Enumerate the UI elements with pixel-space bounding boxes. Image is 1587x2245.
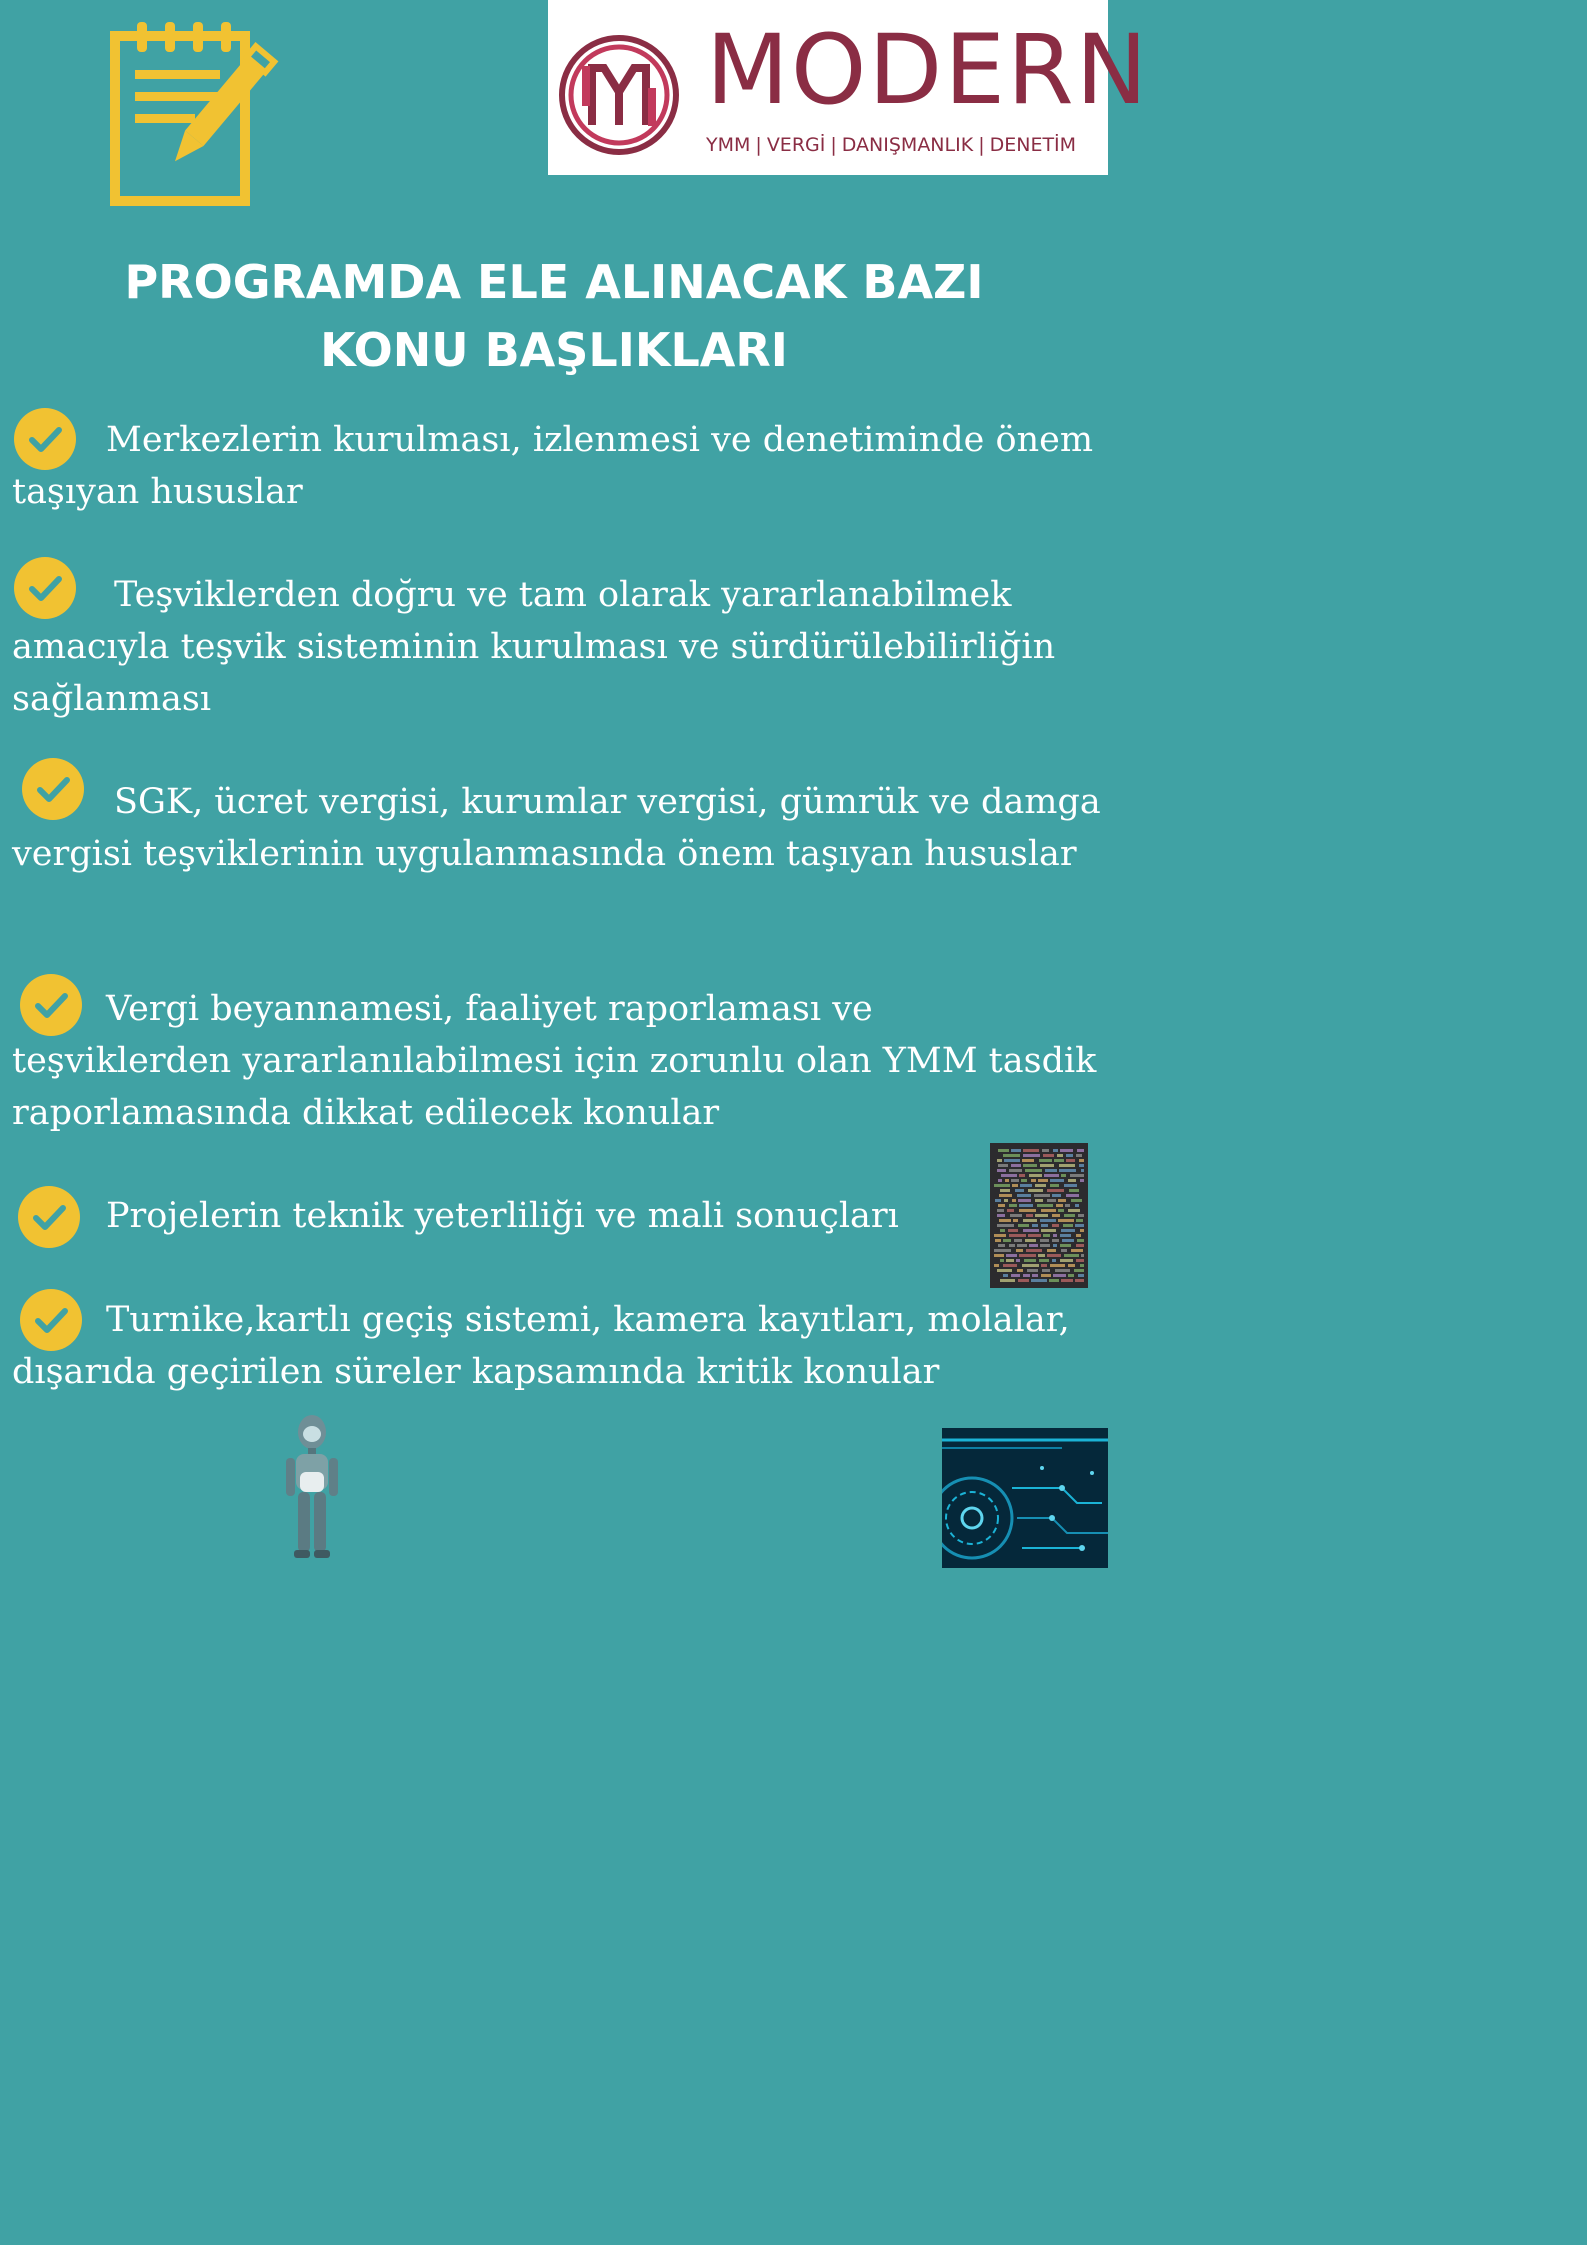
code-line-segment	[1068, 1264, 1075, 1267]
title-line-2: KONU BAŞLIKLARI	[320, 323, 788, 377]
code-line-segment	[1037, 1204, 1053, 1207]
list-item	[12, 1190, 1102, 1242]
code-line-segment	[1025, 1239, 1036, 1242]
code-line-segment	[1012, 1184, 1018, 1187]
code-line-segment	[1039, 1259, 1049, 1262]
code-line-segment	[1061, 1279, 1073, 1282]
code-line-segment	[1061, 1174, 1066, 1177]
code-line-segment	[994, 1184, 1010, 1187]
code-line-segment	[1040, 1164, 1054, 1167]
code-line-segment	[1015, 1189, 1024, 1192]
code-line-segment	[1052, 1239, 1059, 1242]
code-line-segment	[1060, 1234, 1071, 1237]
code-line-segment	[997, 1169, 1006, 1172]
code-line-segment	[1017, 1269, 1023, 1272]
code-line-segment	[1058, 1219, 1074, 1222]
code-line-segment	[1027, 1269, 1038, 1272]
title-line-1: PROGRAMDA ELE ALINACAK BAZI	[124, 255, 984, 309]
code-line-segment	[1019, 1204, 1033, 1207]
code-line-segment	[1071, 1249, 1083, 1252]
code-line-segment	[1021, 1179, 1027, 1182]
code-line-segment	[1022, 1159, 1034, 1162]
code-line-segment	[1071, 1199, 1082, 1202]
code-line-segment	[1052, 1214, 1060, 1217]
code-line-segment	[1023, 1219, 1037, 1222]
code-line-segment	[1050, 1184, 1059, 1187]
list-item	[12, 776, 1102, 880]
code-line-segment	[1068, 1179, 1076, 1182]
code-line-segment	[1076, 1244, 1084, 1247]
code-line-segment	[1009, 1244, 1015, 1247]
code-line-segment	[1024, 1259, 1036, 1262]
brand-tagline: YMM | VERGİ | DANIŞMANLIK | DENETİM	[706, 134, 1077, 156]
code-line-segment	[1068, 1209, 1080, 1212]
code-line-segment	[1068, 1274, 1074, 1277]
code-line-segment	[1045, 1169, 1057, 1172]
list-item	[12, 1294, 1102, 1398]
code-line-segment	[1019, 1174, 1025, 1177]
code-line-segment	[995, 1199, 1001, 1202]
code-line-segment	[1023, 1229, 1039, 1232]
code-line-segment	[1047, 1189, 1064, 1192]
list-item-text: Vergi beyannamesi, faaliyet raporlaması ve teşviklerden yararlanılabilmesi için zorunlu olan YMM tasdik raporlamasında dikkat edilecek konular	[12, 989, 1097, 1133]
code-line-segment	[1003, 1264, 1017, 1267]
code-line-segment	[1041, 1224, 1048, 1227]
code-line-segment	[1026, 1214, 1033, 1217]
code-line-segment	[1059, 1169, 1076, 1172]
code-line-segment	[999, 1219, 1011, 1222]
list-item	[12, 414, 1102, 518]
code-line-segment	[998, 1164, 1008, 1167]
code-line-segment	[1041, 1264, 1047, 1267]
code-line-segment	[1023, 1154, 1040, 1157]
code-line-segment	[1052, 1259, 1056, 1262]
code-line-segment	[1038, 1179, 1048, 1182]
code-line-segment	[997, 1159, 1002, 1162]
list-item	[12, 983, 1102, 1139]
code-line-segment	[1041, 1274, 1051, 1277]
code-line-segment	[1058, 1209, 1064, 1212]
code-line-segment	[1040, 1239, 1049, 1242]
code-line-segment	[1017, 1194, 1031, 1197]
code-line-segment	[1042, 1149, 1049, 1152]
code-line-segment	[1061, 1249, 1067, 1252]
code-line-segment	[1000, 1189, 1010, 1192]
code-line-segment	[1029, 1174, 1042, 1177]
tagline-denetim: DENETİM	[989, 134, 1077, 156]
code-line-segment	[1016, 1259, 1020, 1262]
code-line-segment	[1026, 1249, 1042, 1252]
code-line-segment	[1019, 1254, 1036, 1257]
code-line-segment	[1050, 1179, 1064, 1182]
code-line-segment	[1011, 1179, 1019, 1182]
code-line-segment	[1043, 1154, 1054, 1157]
code-line-segment	[1008, 1229, 1018, 1232]
code-line-segment	[1077, 1149, 1084, 1152]
code-line-segment	[1066, 1194, 1079, 1197]
code-line-segment	[1064, 1214, 1075, 1217]
code-line-segment	[1010, 1214, 1022, 1217]
code-line-segment	[1041, 1209, 1056, 1212]
list-item-text: Merkezlerin kurulması, izlenmesi ve denetiminde önem taşıyan hususlar	[12, 420, 1094, 512]
code-line-segment	[1079, 1164, 1084, 1167]
code-line-segment	[1038, 1254, 1045, 1257]
code-line-segment	[1079, 1159, 1084, 1162]
code-line-segment	[1018, 1224, 1029, 1227]
code-line-segment	[1080, 1179, 1084, 1182]
code-line-segment	[1063, 1224, 1073, 1227]
code-line-segment	[1003, 1239, 1011, 1242]
code-line-segment	[1018, 1199, 1031, 1202]
code-line-segment	[997, 1209, 1004, 1212]
code-line-segment	[1053, 1234, 1057, 1237]
code-line-segment	[1016, 1249, 1023, 1252]
code-line-segment	[1047, 1254, 1061, 1257]
code-line-segment	[1069, 1189, 1079, 1192]
code-line-segment	[1003, 1274, 1008, 1277]
code-line-segment	[1018, 1279, 1029, 1282]
brand-name: MODERN	[706, 14, 1150, 126]
code-line-segment	[994, 1249, 1011, 1252]
code-line-segment	[1058, 1199, 1066, 1202]
code-line-segment	[1011, 1164, 1021, 1167]
code-line-segment	[1061, 1229, 1075, 1232]
code-line-segment	[1056, 1204, 1063, 1207]
code-line-segment	[998, 1244, 1005, 1247]
code-line-segment	[997, 1214, 1005, 1217]
code-line-segment	[999, 1194, 1012, 1197]
code-line-segment	[1066, 1159, 1075, 1162]
code-line-segment	[1077, 1239, 1084, 1242]
code-line-segment	[1052, 1194, 1061, 1197]
notepad-pencil-icon	[105, 18, 285, 208]
code-line-segment	[1040, 1244, 1050, 1247]
code-line-segment	[1023, 1149, 1039, 1152]
code-line-segment	[1060, 1259, 1073, 1262]
code-line-segment	[1053, 1244, 1057, 1247]
code-line-segment	[1020, 1184, 1032, 1187]
code-line-segment	[1081, 1169, 1084, 1172]
code-line-segment	[1023, 1274, 1030, 1277]
code-line-segment	[1076, 1234, 1081, 1237]
code-line-segment	[1074, 1269, 1084, 1272]
modern-m-logo	[554, 30, 684, 160]
code-line-segment	[1039, 1159, 1052, 1162]
code-line-segment	[1053, 1149, 1058, 1152]
code-line-segment	[1000, 1229, 1005, 1232]
code-line-segment	[1070, 1174, 1084, 1177]
code-line-segment	[1050, 1264, 1065, 1267]
code-line-segment	[1080, 1264, 1084, 1267]
code-line-segment	[1011, 1149, 1021, 1152]
tagline-vergi: VERGİ	[766, 134, 826, 156]
code-line-segment	[1032, 1224, 1038, 1227]
code-line-segment	[1062, 1239, 1074, 1242]
code-line-segment	[1004, 1159, 1020, 1162]
code-line-segment	[997, 1269, 1012, 1272]
code-line-segment	[1055, 1269, 1070, 1272]
code-line-segment	[1080, 1229, 1084, 1232]
tagline-danismanlik: DANIŞMANLIK	[841, 134, 974, 156]
code-line-segment	[1009, 1169, 1022, 1172]
code-line-segment	[1035, 1184, 1046, 1187]
code-line-segment	[1007, 1209, 1014, 1212]
code-line-segment	[994, 1264, 999, 1267]
code-line-segment	[1035, 1214, 1048, 1217]
code-line-segment	[1057, 1154, 1063, 1157]
code-line-segment	[1031, 1179, 1036, 1182]
code-line-segment	[1066, 1154, 1073, 1157]
code-line-segment	[1004, 1199, 1008, 1202]
code-line-segment	[1047, 1249, 1056, 1252]
code-line-segment	[1042, 1269, 1050, 1272]
code-line-segment	[994, 1254, 1004, 1257]
code-line-segment	[1031, 1279, 1047, 1282]
code-line-segment	[1075, 1224, 1084, 1227]
code-line-segment	[1041, 1229, 1056, 1232]
code-line-segment	[1075, 1279, 1084, 1282]
code-line-segment	[1011, 1274, 1020, 1277]
code-line-segment	[1023, 1164, 1037, 1167]
code-line-segment	[1009, 1234, 1026, 1237]
tagline-ymm: YMM	[706, 134, 751, 156]
code-line-segment	[1005, 1179, 1009, 1182]
code-line-segment	[1060, 1244, 1071, 1247]
code-line-segment	[1075, 1204, 1079, 1207]
code-line-segment	[1059, 1164, 1075, 1167]
code-screen-image	[990, 1143, 1088, 1288]
code-line-segment	[1034, 1194, 1050, 1197]
code-line-segment	[1029, 1244, 1038, 1247]
code-line-segment	[1017, 1244, 1027, 1247]
code-line-segment	[1076, 1259, 1084, 1262]
code-line-segment	[1065, 1204, 1070, 1207]
code-line-segment	[998, 1204, 1005, 1207]
code-line-segment	[1006, 1259, 1014, 1262]
code-line-segment	[1040, 1219, 1056, 1222]
code-line-segment	[1028, 1234, 1041, 1237]
code-line-segment	[1003, 1154, 1020, 1157]
list-item-text: Projelerin teknik yeterliliği ve mali sonuçları	[106, 1196, 899, 1236]
code-line-segment	[997, 1224, 1014, 1227]
code-line-segment	[1076, 1219, 1083, 1222]
code-line-segment	[1064, 1254, 1079, 1257]
code-line-segment	[1060, 1149, 1073, 1152]
code-line-segment	[1001, 1174, 1017, 1177]
list-item-text: SGK, ücret vergisi, kurumlar vergisi, gümrük ve damga vergisi teşviklerinin uygulanmasında önem taşıyan hususlar	[12, 782, 1101, 874]
code-line-segment	[1043, 1234, 1050, 1237]
code-line-segment	[1078, 1214, 1084, 1217]
code-line-segment	[1014, 1239, 1022, 1242]
code-line-segment	[1035, 1199, 1043, 1202]
hud-graphic	[942, 1428, 1108, 1568]
list-item-text: Turnike,kartlı geçiş sistemi, kamera kayıtları, molalar, dışarıda geçirilen süreler kapsamında kritik konular	[12, 1300, 1070, 1392]
code-line-segment	[994, 1234, 1006, 1237]
code-line-segment	[1000, 1279, 1015, 1282]
code-line-segment	[1047, 1199, 1056, 1202]
code-line-segment	[1022, 1264, 1039, 1267]
code-line-segment	[995, 1239, 1001, 1242]
list-item	[12, 569, 1102, 725]
code-line-segment	[1081, 1254, 1084, 1257]
code-line-segment	[1078, 1274, 1084, 1277]
code-line-segment	[1076, 1154, 1082, 1157]
code-line-segment	[1028, 1189, 1043, 1192]
page-title	[0, 248, 1108, 384]
code-line-segment	[1006, 1254, 1017, 1257]
code-line-segment	[998, 1149, 1009, 1152]
tech-hud-image	[942, 1428, 1108, 1568]
code-line-segment	[1025, 1169, 1042, 1172]
code-line-segment	[1013, 1219, 1018, 1222]
code-line-segment	[1000, 1259, 1004, 1262]
code-line-segment	[1052, 1224, 1059, 1227]
code-line-segment	[1049, 1279, 1059, 1282]
code-line-segment	[1009, 1204, 1017, 1207]
code-line-segment	[1044, 1174, 1059, 1177]
code-line-segment	[1019, 1209, 1036, 1212]
code-line-segment	[998, 1179, 1002, 1182]
code-line-segment	[1054, 1159, 1064, 1162]
code-line-segment	[1012, 1199, 1016, 1202]
code-line-segment	[1032, 1274, 1038, 1277]
logo-box	[548, 0, 1150, 175]
robot-figure-image	[280, 1412, 344, 1568]
list-item-text: Teşviklerden doğru ve tam olarak yararlanabilmek amacıyla teşvik sisteminin kurulması ve sürdürülebilirliğin sağlanması	[12, 575, 1056, 719]
code-line-segment	[1064, 1184, 1077, 1187]
code-line-segment	[1053, 1274, 1066, 1277]
